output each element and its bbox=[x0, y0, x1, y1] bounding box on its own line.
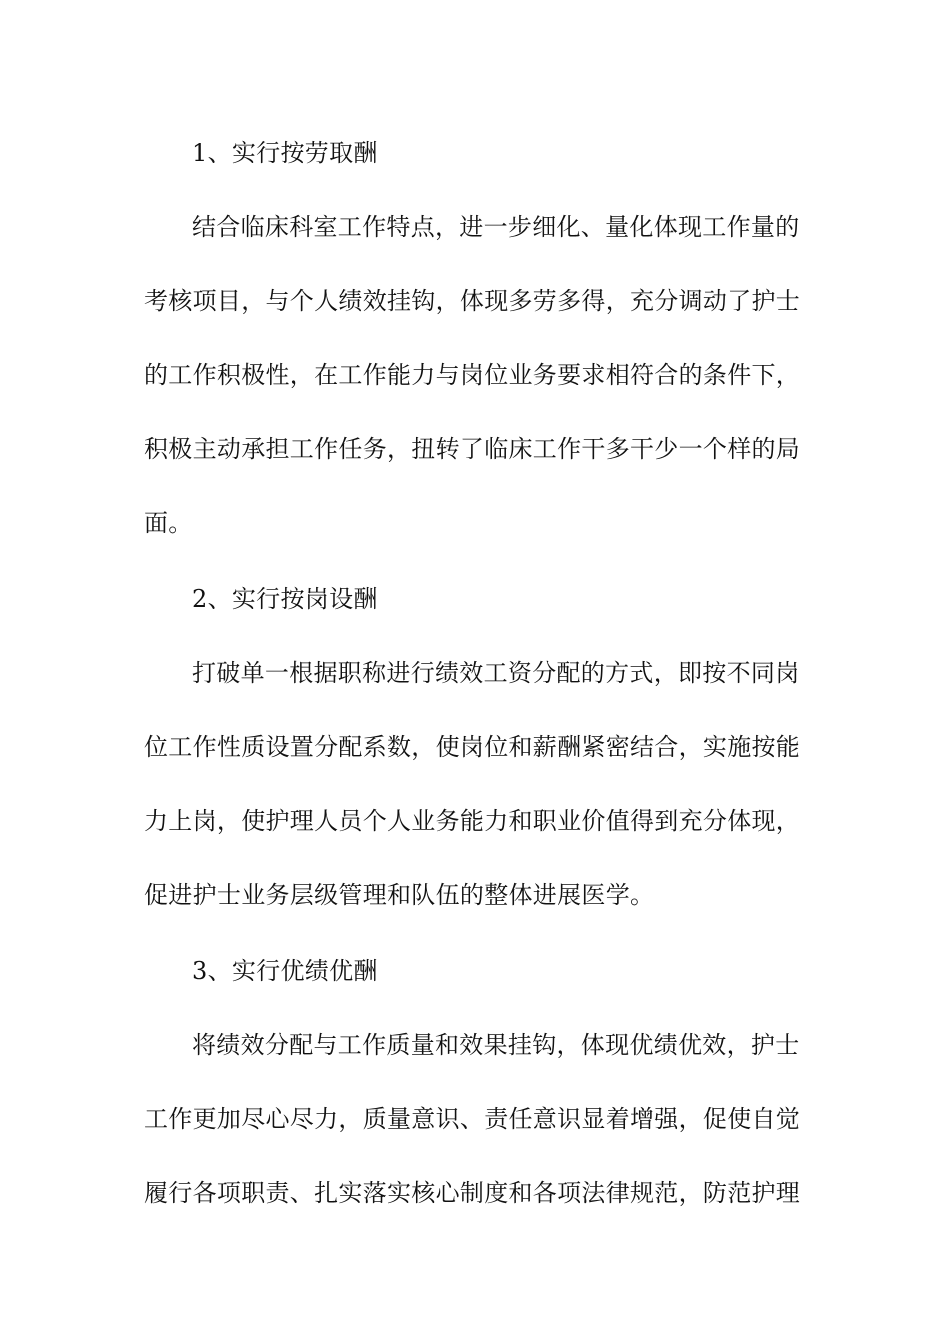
paragraph-2-line-1: 打破单一根据职称进行绩效工资分配的方式，即按不同岗 bbox=[192, 659, 800, 687]
paragraph-1-line-5: 面。 bbox=[144, 509, 193, 537]
paragraph-1-line-3: 的工作积极性，在工作能力与岗位业务要求相符合的条件下， bbox=[144, 361, 801, 389]
paragraph-1-line-2: 考核项目，与个人绩效挂钩，体现多劳多得，充分调动了护士 bbox=[144, 287, 801, 315]
heading-3: 3、实行优绩优酬 bbox=[192, 957, 378, 985]
paragraph-2-line-4: 促进护士业务层级管理和队伍的整体进展医学。 bbox=[144, 881, 655, 909]
paragraph-2-line-2: 位工作性质设置分配系数，使岗位和薪酬紧密结合，实施按能 bbox=[144, 733, 801, 761]
paragraph-3-line-1: 将绩效分配与工作质量和效果挂钩，体现优绩优效，护士 bbox=[192, 1031, 800, 1059]
heading-2: 2、实行按岗设酬 bbox=[192, 585, 378, 613]
paragraph-3-line-2: 工作更加尽心尽力，质量意识、责任意识显着增强，促使自觉 bbox=[144, 1105, 801, 1133]
heading-1: 1、实行按劳取酬 bbox=[192, 139, 378, 167]
paragraph-1-line-4: 积极主动承担工作任务，扭转了临床工作干多干少一个样的局 bbox=[144, 435, 801, 463]
paragraph-3-line-3: 履行各项职责、扎实落实核心制度和各项法律规范，防范护理 bbox=[144, 1179, 801, 1207]
paragraph-2-line-3: 力上岗，使护理人员个人业务能力和职业价值得到充分体现， bbox=[144, 807, 801, 835]
paragraph-1-line-1: 结合临床科室工作特点，进一步细化、量化体现工作量的 bbox=[192, 213, 800, 241]
